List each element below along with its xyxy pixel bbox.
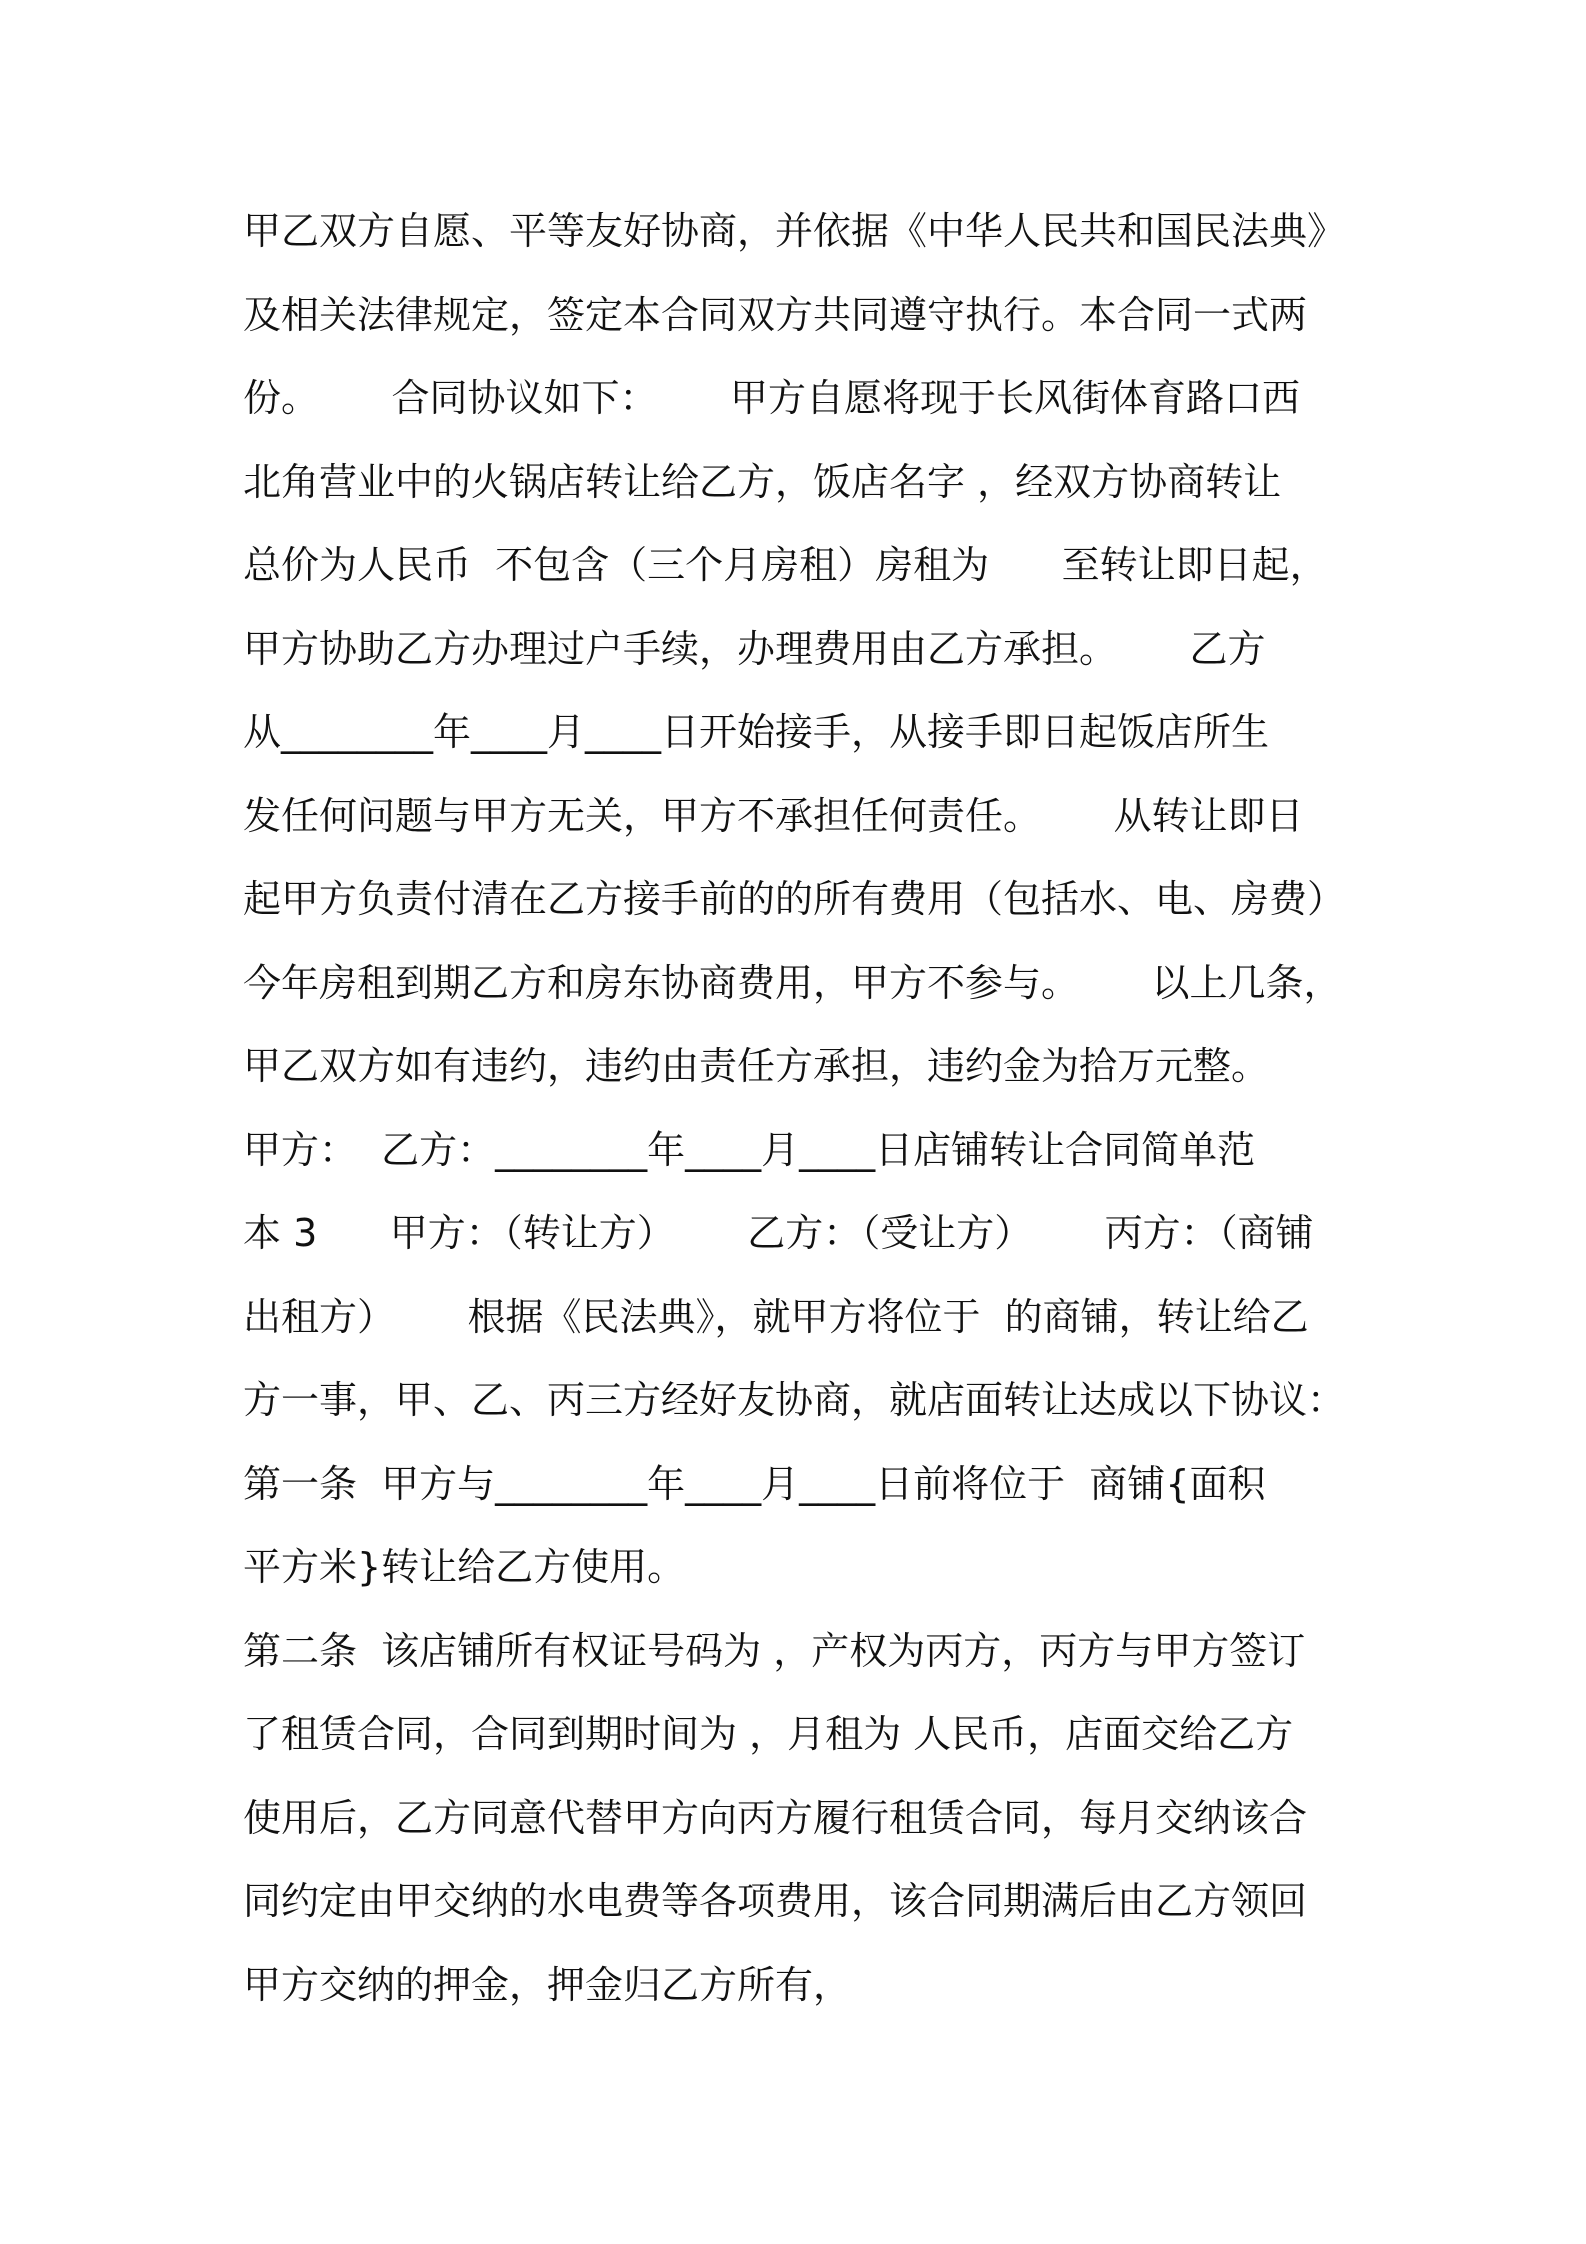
text-line: 方一事，甲、乙、丙三方经好友协商，就店面转让达成以下协议： (243, 1378, 1346, 1422)
text-line: 份。 合同协议如下： 甲方自愿将现于长风街体育路口西 (243, 376, 1300, 420)
text-line: 甲方交纳的押金，押金归乙方所有， (243, 1962, 852, 2007)
text-line: 甲乙双方如有违约，违约由责任方承担，违约金为拾万元整。 (243, 1044, 1270, 1088)
text-line: 今年房租到期乙方和房东协商费用，甲方不参与。 以上几条， (243, 960, 1342, 1005)
text-line: 本 3 甲方：（转让方） 乙方：（受让方） 丙方：（商铺 (243, 1211, 1314, 1255)
text-line: 甲方： 乙方：________年____月____日店铺转让合同简单范 (243, 1127, 1256, 1172)
text-line: 使用后，乙方同意代替甲方向丙方履行租赁合同，每月交纳该合 (243, 1795, 1308, 1840)
text-line: 起甲方负责付清在乙方接手前的的所有费用（包括水、电、房费） (243, 877, 1346, 921)
contract-body (243, 190, 1353, 2027)
text-line: 发任何问题与甲方无关，甲方不承担任何责任。 从转让即日 (243, 793, 1304, 838)
text-line: 第二条 该店铺所有权证号码为 ，产权为丙方，丙方与甲方签订 (243, 1628, 1306, 1673)
text-line: 总价为人民币 不包含（三个月房租）房租为 至转让即日起， (243, 543, 1328, 587)
text-line: 同约定由甲交纳的水电费等各项费用，该合同期满后由乙方领回 (243, 1879, 1308, 1923)
text-line: 了租赁合同，合同到期时间为 ，月租为 人民币，店面交给乙方 (243, 1712, 1294, 1756)
text-line: 第一条 甲方与________年____月____日前将位于 商铺{面积 (243, 1461, 1266, 1506)
text-line: 北角营业中的火锅店转让给乙方，饭店名字 ，经双方协商转让 (243, 459, 1282, 504)
text-line: 从________年____月____日开始接手，从接手即日起饭店所生 (243, 710, 1270, 754)
text-line: 及相关法律规定，签定本合同双方共同遵守执行。本合同一式两 (243, 292, 1308, 337)
text-line: 甲方协助乙方办理过户手续，办理费用由乙方承担。 乙方 (243, 626, 1266, 671)
text-line: 出租方） 根据《民法典》，就甲方将位于 的商铺，转让给乙 (243, 1294, 1309, 1339)
text-line: 平方米}转让给乙方使用。 (243, 1545, 686, 1589)
text-line: 甲乙双方自愿、平等友好协商，并依据《中华人民共和国民法典》 (243, 209, 1346, 253)
